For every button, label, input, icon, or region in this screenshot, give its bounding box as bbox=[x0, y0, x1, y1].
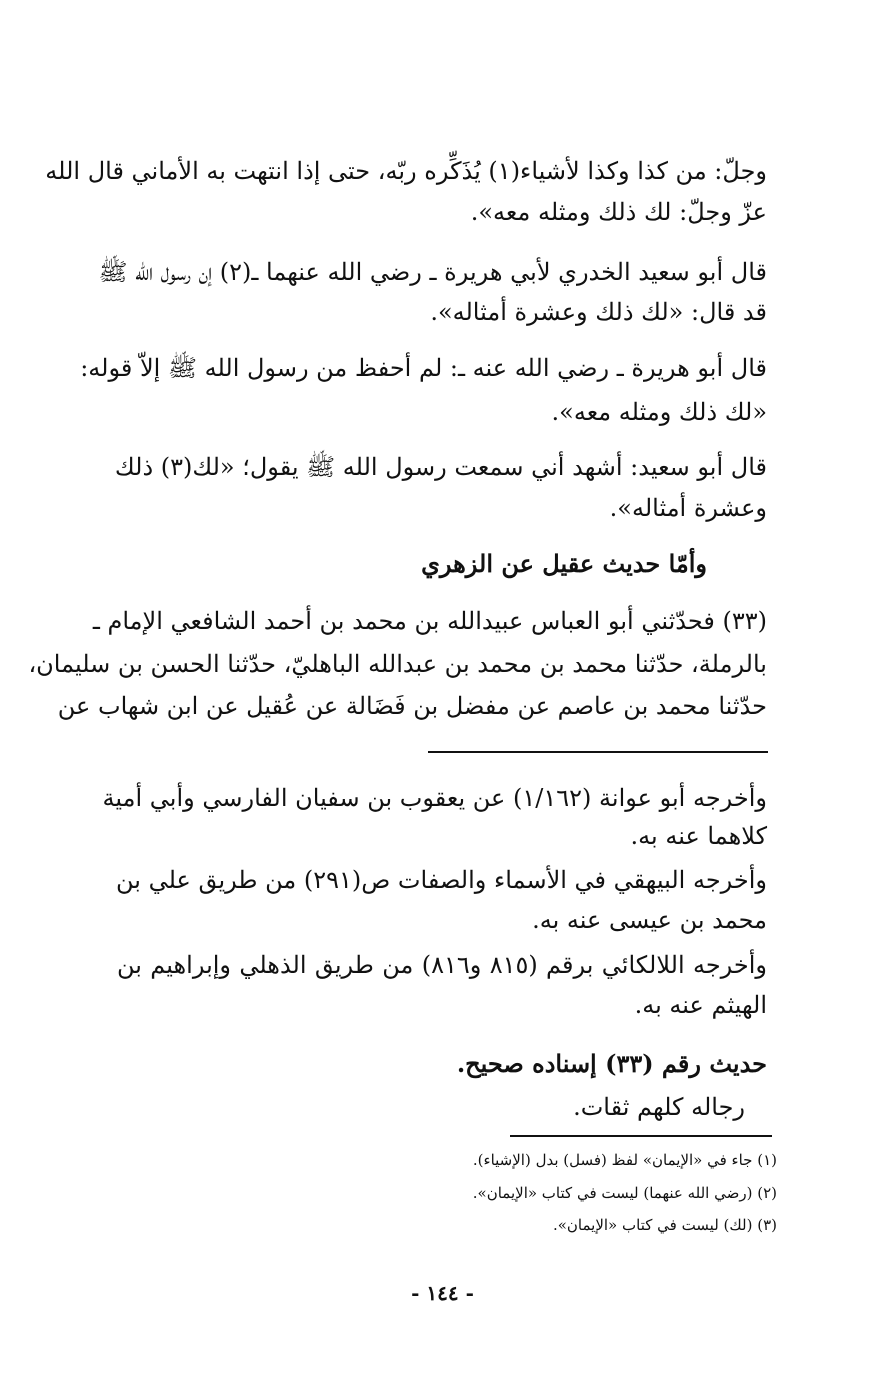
note-line: وأخرجه البيهقي في الأسماء والصفات ص(٢٩١) من طريق علي بن bbox=[115, 866, 767, 894]
text-line: «لك ذلك ومثله معه». bbox=[551, 398, 767, 426]
text-line: قال أبو هريرة ـ رضي الله عنه ـ: لم أحفظ من رسول الله ﷺ إلاّ قوله: bbox=[80, 354, 767, 382]
separator-rule bbox=[428, 751, 768, 753]
text-line: وجلّ: من كذا وكذا لأشياء(١) يُذَكِّره ربّه، حتى إذا انتهت به الأماني قال الله bbox=[45, 157, 767, 185]
page-number: - ١٤٤ - bbox=[411, 1281, 474, 1305]
section-heading: وأمّا حديث عقيل عن الزهري bbox=[421, 549, 707, 578]
note-line: محمد بن عيسى عنه به. bbox=[532, 906, 767, 934]
note-line: كلاهما عنه به. bbox=[630, 822, 767, 850]
hadith-line: بالرملة، حدّثنا محمد بن محمد بن عبدالله الباهليّ، حدّثنا الحسن بن سليمان، bbox=[28, 650, 767, 678]
footnote: (١) جاء في «الإيمان» لفظ (فسل) بدل (الإشياء). bbox=[472, 1151, 777, 1169]
note-line: وأخرجه اللالكائي برقم (٨١٥ و٨١٦) من طريق الذهلي وإبراهيم بن bbox=[117, 951, 768, 979]
text-line: قد قال: «لك ذلك وعشرة أمثاله». bbox=[430, 298, 767, 326]
footnote-rule bbox=[510, 1135, 772, 1137]
note-line: الهيثم عنه به. bbox=[634, 991, 767, 1019]
text-line: قال أبو سعيد: أشهد أني سمعت رسول الله ﷺ يقول؛ «لك(٣) ذلك bbox=[114, 453, 767, 481]
footnote: (٣) (لك) ليست في كتاب «الإيمان». bbox=[552, 1216, 777, 1234]
footnote: (٢) (رضي الله عنهما) ليست في كتاب «الإيمان». bbox=[472, 1184, 777, 1202]
hadith-line: (٣٣) فحدّثني أبو العباس عبيدالله بن محمد بن أحمد الشافعي الإمام ـ bbox=[92, 607, 767, 635]
text-line: عزّ وجلّ: لك ذلك ومثله معه». bbox=[470, 198, 767, 226]
text-line: قال أبو سعيد الخدري لأبي هريرة ـ رضي الله عنهما ـ(٢) إن رسول الله ﷺ bbox=[98, 258, 767, 286]
note-line: وأخرجه أبو عوانة (١/١٦٢) عن يعقوب بن سفيان الفارسي وأبي أمية bbox=[102, 784, 767, 812]
hadith-line: حدّثنا محمد بن عاصم عن مفضل بن فَضَالة عن عُقيل عن ابن شهاب عن bbox=[57, 692, 767, 720]
text-line: وعشرة أمثاله». bbox=[609, 494, 767, 522]
note-line: رجاله كلهم ثقات. bbox=[573, 1093, 745, 1121]
grading-heading: حديث رقم (٣٣) إسناده صحيح. bbox=[456, 1049, 767, 1078]
